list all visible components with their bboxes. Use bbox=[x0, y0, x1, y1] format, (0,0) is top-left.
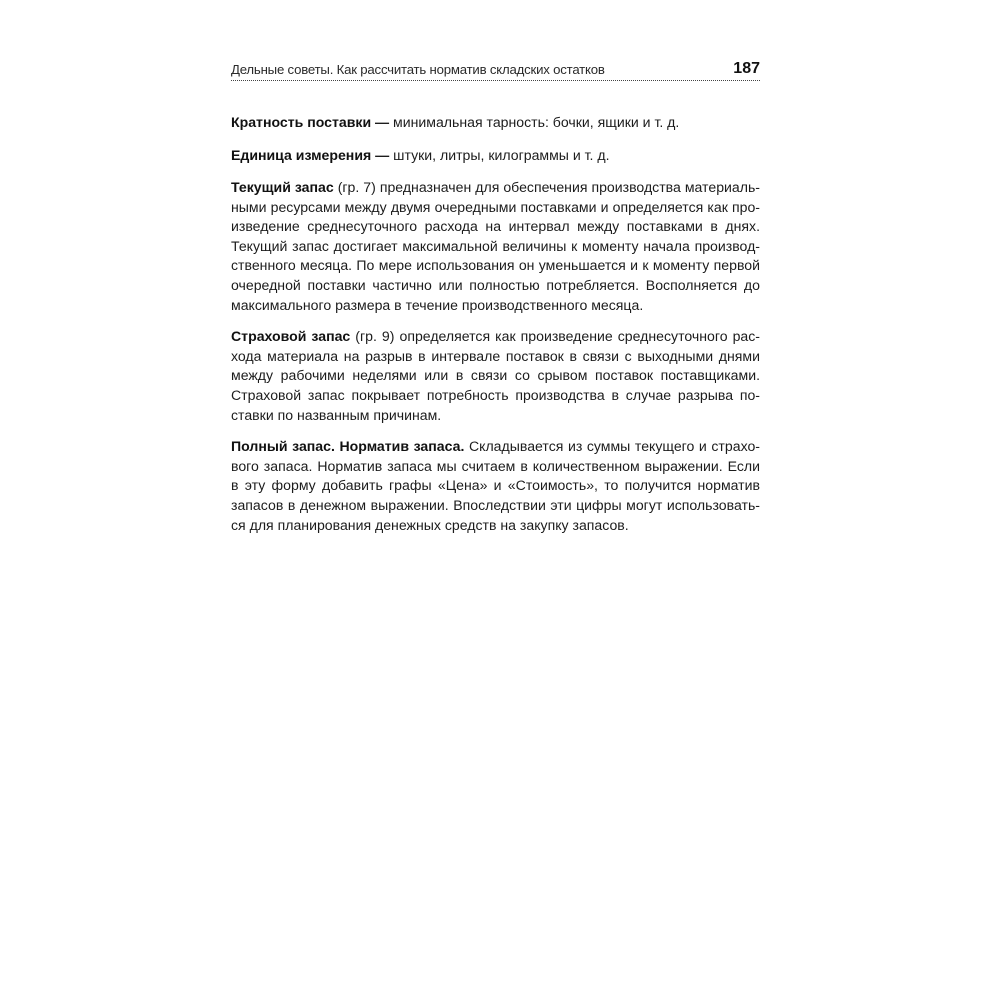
paragraph-line-text: Складывается из суммы текущего и страхо- bbox=[464, 438, 760, 455]
paragraph-term: Страховой запас bbox=[231, 328, 351, 345]
definition-term: Единица измерения bbox=[231, 147, 372, 163]
running-title: Дельные советы. Как рассчитать норматив складских остатков bbox=[231, 62, 605, 77]
paragraph-line: Текущий запас достигает максимальной величины к моменту начала производ- bbox=[231, 237, 760, 254]
definition-dash: — bbox=[371, 114, 394, 130]
paragraph-term: Текущий запас bbox=[231, 179, 334, 195]
paragraph-line: ся для планирования денежных средств на закупку запасов. bbox=[231, 516, 629, 533]
running-header bbox=[231, 58, 760, 81]
paragraph-line: в эту форму добавить графы «Цена» и «Стоимость», то получится норматив bbox=[231, 477, 760, 494]
paragraph-current-stock bbox=[231, 178, 760, 315]
definition-text: штуки, литры, килограммы и т. д. bbox=[393, 147, 610, 163]
paragraph-line: запасов в денежном выражении. Впоследствии эти цифры могут использовать- bbox=[231, 496, 760, 513]
paragraph-line: ставки по названным причинам. bbox=[231, 406, 442, 423]
paragraph-line-text: (гр. 7) предназначен для обеспечения производства материаль- bbox=[333, 179, 761, 195]
paragraph-safety-stock bbox=[231, 327, 760, 425]
page-number: 187 bbox=[733, 60, 760, 77]
paragraph-line: изведение среднесуточного расхода на интервал между поставками в днях. bbox=[231, 218, 760, 235]
paragraph-full-stock bbox=[231, 437, 760, 535]
definition-delivery-multiplicity bbox=[231, 112, 760, 132]
paragraph-line bbox=[231, 327, 760, 347]
paragraph-line: ными ресурсами между двумя очередными поставками и определяется как про- bbox=[231, 198, 760, 215]
body-text bbox=[231, 112, 760, 547]
paragraph-line: очередной поставки частично или полностью потребляется. Восполняется до bbox=[231, 276, 760, 293]
definition-term: Кратность поставки bbox=[231, 114, 372, 130]
paragraph-line: максимального размера в течение производственного месяца. bbox=[231, 296, 644, 313]
paragraph-line-text: (гр. 9) определяется как произведение среднесуточного рас- bbox=[350, 328, 760, 345]
paragraph-line bbox=[231, 178, 760, 198]
paragraph-line: хода материала на разрыв в интервале поставок в связи с выходными днями bbox=[231, 347, 760, 364]
paragraph-line bbox=[231, 437, 760, 457]
definition-text: минимальная тарность: бочки, ящики и т. д. bbox=[393, 114, 680, 130]
paragraph-line: Страховой запас покрывает потребность производства в случае разрыва по- bbox=[231, 386, 760, 403]
paragraph-term: Полный запас. Норматив запаса. bbox=[231, 438, 465, 455]
paragraph-line: вого запаса. Норматив запаса мы считаем в количественном выражении. Если bbox=[231, 457, 760, 474]
definition-unit-of-measure bbox=[231, 145, 760, 165]
paragraph-line: между рабочими неделями или в связи со срывом поставок поставщиками. bbox=[231, 367, 760, 384]
paragraph-line: ственного месяца. По мере использования он уменьшается и к моменту первой bbox=[231, 257, 760, 274]
definition-dash: — bbox=[371, 147, 394, 163]
